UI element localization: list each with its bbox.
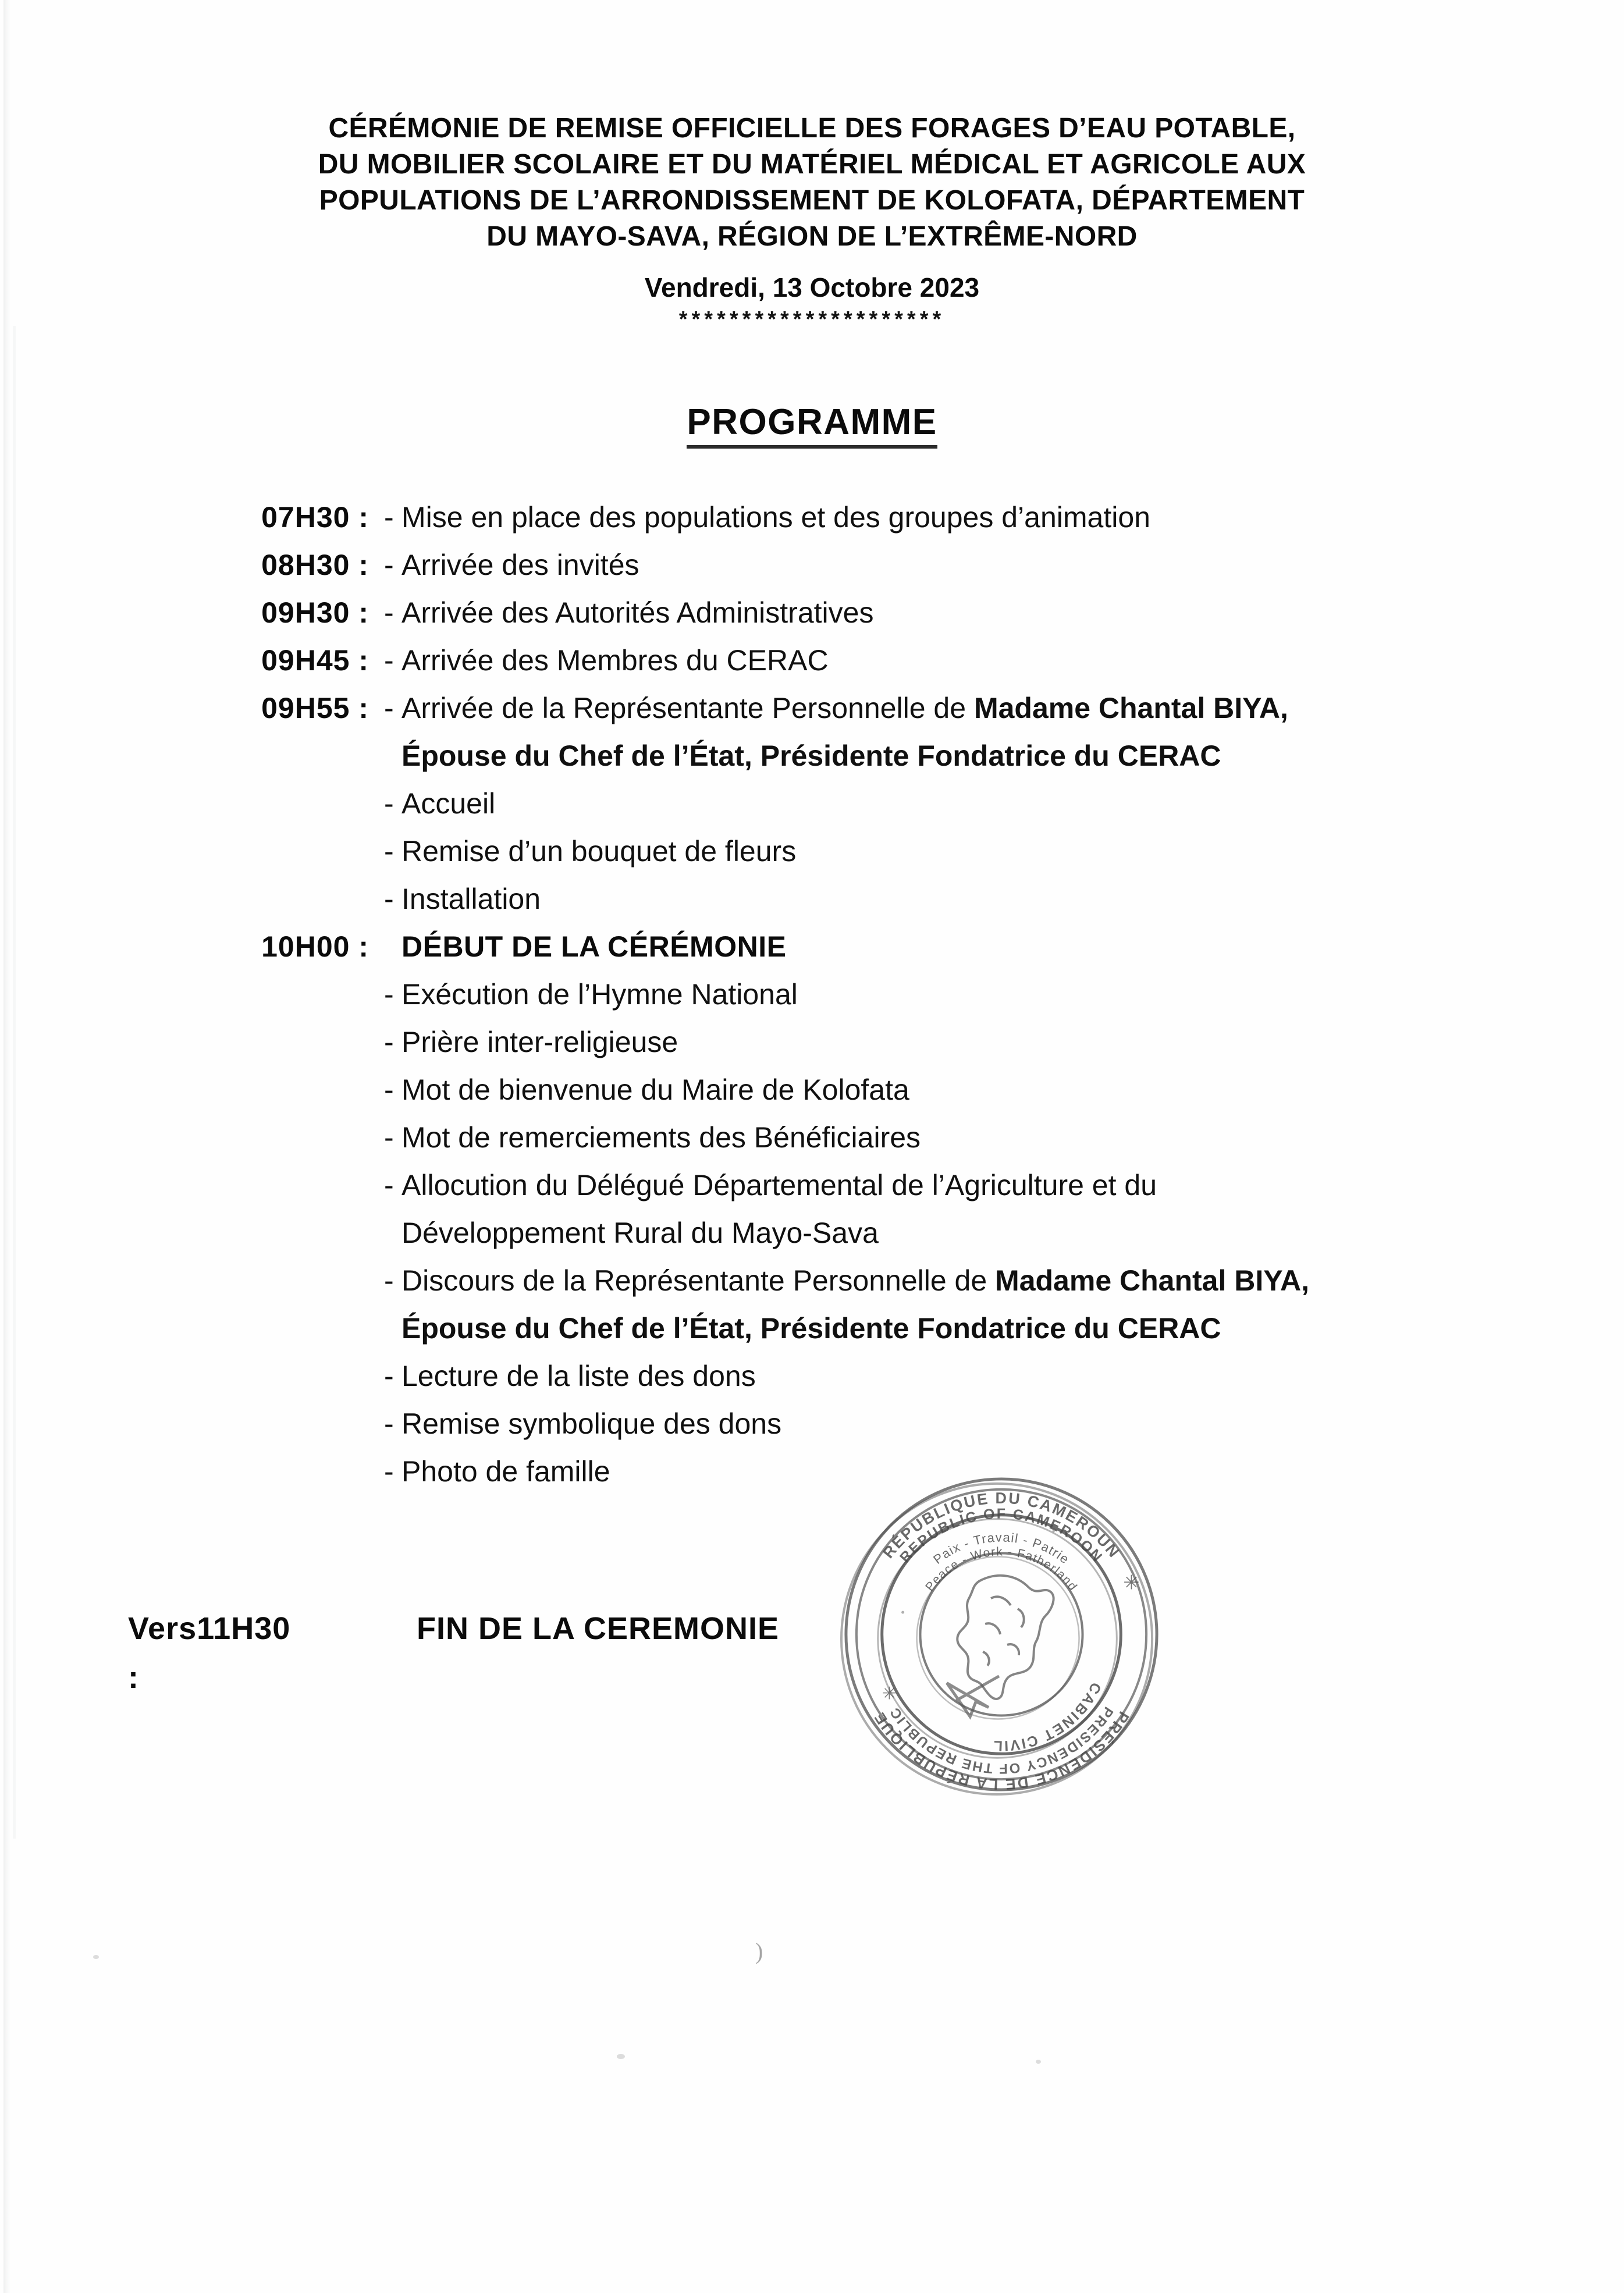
list-item xyxy=(384,1018,1338,1066)
closing-label: FIN DE LA CEREMONIE xyxy=(417,1611,780,1646)
bullet-dash-icon: - xyxy=(384,1121,394,1154)
header-title-line-4: DU MAYO-SAVA, RÉGION DE L’EXTRÊME-NORD xyxy=(486,221,1138,252)
schedule-row xyxy=(0,637,1624,684)
bullet-dash-icon: - xyxy=(384,835,394,868)
bullet-dash-icon: - xyxy=(384,1360,394,1392)
list-item xyxy=(384,1352,1338,1400)
bullet-dash-icon: - xyxy=(384,978,394,1011)
schedule-body xyxy=(384,923,1338,1495)
bullet-dash-icon: - xyxy=(384,644,394,677)
bullet-dash-icon: - xyxy=(384,692,394,724)
list-item-label: Lecture de la liste des dons xyxy=(401,1360,756,1392)
list-item-emphasis: Madame Chantal BIYA, Épouse du Chef de l’État, Présidente Fondatrice du CERAC xyxy=(401,692,1288,772)
bullet-dash-icon: - xyxy=(384,1264,394,1297)
bullet-dash-icon: - xyxy=(384,596,394,629)
list-item-label: Accueil xyxy=(401,787,496,820)
svg-text:Peace - Work - Fatherland xyxy=(923,1545,1080,1594)
scan-speck xyxy=(1036,2060,1041,2064)
svg-text:PRÉSIDENCE DE LA RÉPUBLIQUE xyxy=(871,1708,1132,1792)
schedule-row xyxy=(0,923,1624,1495)
stamp-motto-fr: Paix - Travail - Patrie xyxy=(930,1530,1072,1567)
list-item-label: Arrivée des Membres du CERAC xyxy=(401,644,829,677)
bullet-dash-icon: - xyxy=(384,1169,394,1201)
list-item xyxy=(384,1257,1338,1352)
schedule-time: 07H30 : xyxy=(261,501,369,534)
stamp-motto-en: Peace - Work - Fatherland xyxy=(923,1545,1080,1594)
schedule-time: 09H55 : xyxy=(261,692,369,724)
list-item-label: Arrivée des invités xyxy=(401,549,639,581)
list-item-label: Remise d’un bouquet de fleurs xyxy=(401,835,797,868)
list-item-label: Arrivée des Autorités Administratives xyxy=(401,596,874,629)
list-item-label: Allocution du Délégué Départemental de l’Agriculture et du Développement Rural du Mayo-Sava xyxy=(401,1169,1157,1249)
header-title-line-3: POPULATIONS DE L’ARRONDISSEMENT DE KOLOFATA, DÉPARTEMENT xyxy=(319,185,1305,216)
section-title-container xyxy=(0,401,1624,449)
closing-time: Vers11H30 xyxy=(128,1611,291,1646)
schedule-body xyxy=(384,493,1338,541)
stamp-outer-bottom-fr: PRÉSIDENCE DE LA RÉPUBLIQUE xyxy=(870,1708,1132,1793)
list-item xyxy=(384,1114,1338,1161)
header-title-line-2: DU MOBILIER SCOLAIRE ET DU MATÉRIEL MÉDICAL ET AGRICOLE AUX xyxy=(318,149,1306,180)
list-item xyxy=(384,1448,1338,1495)
document-header xyxy=(0,111,1624,332)
svg-text:REPUBLIC OF CAMEROON xyxy=(897,1506,1106,1566)
schedule-section-heading: DÉBUT DE LA CÉRÉMONIE xyxy=(401,930,787,963)
list-item xyxy=(384,1161,1338,1257)
list-item xyxy=(384,541,1338,589)
list-item-label: Photo de famille xyxy=(401,1455,610,1488)
list-item xyxy=(384,493,1338,541)
stamp-emblem-arrow xyxy=(947,1676,999,1717)
svg-text:✳: ✳ xyxy=(882,1683,897,1704)
schedule-time: 10H00 : xyxy=(261,930,369,963)
schedule-row xyxy=(0,684,1624,923)
svg-text:CABINET CIVIL xyxy=(992,1680,1104,1754)
stamp-outer-top-en: REPUBLIC OF CAMEROON xyxy=(896,1505,1107,1566)
svg-text:Paix - Travail - Patrie xyxy=(930,1530,1072,1567)
svg-text:✳: ✳ xyxy=(1123,1571,1140,1594)
schedule-time: 08H30 : xyxy=(261,549,369,581)
schedule-row xyxy=(0,589,1624,637)
svg-text:RÉPUBLIQUE DU CAMEROUN xyxy=(879,1489,1123,1562)
asterisk-separator: ********************* xyxy=(678,307,946,332)
list-item-text: Arrivée de la Représentante Personnelle de xyxy=(401,692,974,724)
list-item xyxy=(384,1400,1338,1448)
list-item xyxy=(384,780,1338,827)
scan-speck xyxy=(93,1955,99,1959)
stamp-outer-top-fr: RÉPUBLIQUE DU CAMEROUN xyxy=(879,1489,1124,1562)
list-item-label: Prière inter-religieuse xyxy=(401,1026,678,1058)
schedule-row xyxy=(0,493,1624,541)
list-item-label: Remise symbolique des dons xyxy=(401,1407,782,1440)
list-item-label: Mot de bienvenue du Maire de Kolofata xyxy=(401,1073,909,1106)
schedule-row xyxy=(0,541,1624,589)
list-item-text: Discours de la Représentante Personnelle de xyxy=(401,1264,996,1297)
svg-text:PRESIDENCY OF THE REPUBLIC xyxy=(887,1704,1117,1776)
schedule-body xyxy=(384,541,1338,589)
list-item xyxy=(384,827,1338,875)
stamp-inner-cabinet: CABINET CIVIL xyxy=(992,1680,1104,1754)
event-date: Vendredi, 13 Octobre 2023 xyxy=(644,272,980,303)
list-item-emphasis: Madame Chantal BIYA, Épouse du Chef de l’État, Présidente Fondatrice du CERAC xyxy=(401,1264,1310,1345)
list-item xyxy=(384,589,1338,637)
list-item xyxy=(384,684,1338,780)
bullet-dash-icon: - xyxy=(384,883,394,915)
list-item-label xyxy=(401,684,1338,780)
list-item xyxy=(384,1066,1338,1114)
stamp-outer-bottom-en: PRESIDENCY OF THE REPUBLIC xyxy=(886,1704,1117,1777)
bullet-dash-icon: - xyxy=(384,1455,394,1488)
scan-mark: ) xyxy=(755,1938,763,1964)
schedule-body xyxy=(384,589,1338,637)
list-item-label: Mot de remerciements des Bénéficiaires xyxy=(401,1121,921,1154)
scan-speck xyxy=(617,2054,625,2059)
list-item-label xyxy=(401,1257,1338,1352)
closing-row xyxy=(0,1607,1624,1650)
schedule-body xyxy=(384,637,1338,684)
schedule-body xyxy=(384,684,1338,923)
bullet-dash-icon: - xyxy=(384,787,394,820)
bullet-dash-icon: - xyxy=(384,501,394,534)
list-item xyxy=(384,637,1338,684)
schedule-list xyxy=(0,493,1624,1495)
bullet-dash-icon: - xyxy=(384,1026,394,1058)
list-item xyxy=(384,875,1338,923)
bullet-dash-icon: - xyxy=(384,1073,394,1106)
bullet-dash-icon: - xyxy=(384,549,394,581)
list-item-label: Exécution de l’Hymne National xyxy=(401,978,798,1011)
header-title-line-1: CÉRÉMONIE DE REMISE OFFICIELLE DES FORAGES D’EAU POTABLE, xyxy=(328,113,1296,144)
closing-colon: : xyxy=(128,1660,138,1695)
schedule-time: 09H30 : xyxy=(261,596,369,629)
list-item-label: Mise en place des populations et des groupes d’animation xyxy=(401,501,1150,534)
page-title: PROGRAMME xyxy=(687,401,937,449)
list-item-label: Installation xyxy=(401,883,541,915)
list-item xyxy=(384,970,1338,1018)
bullet-dash-icon: - xyxy=(384,1407,394,1440)
schedule-time: 09H45 : xyxy=(261,644,369,677)
